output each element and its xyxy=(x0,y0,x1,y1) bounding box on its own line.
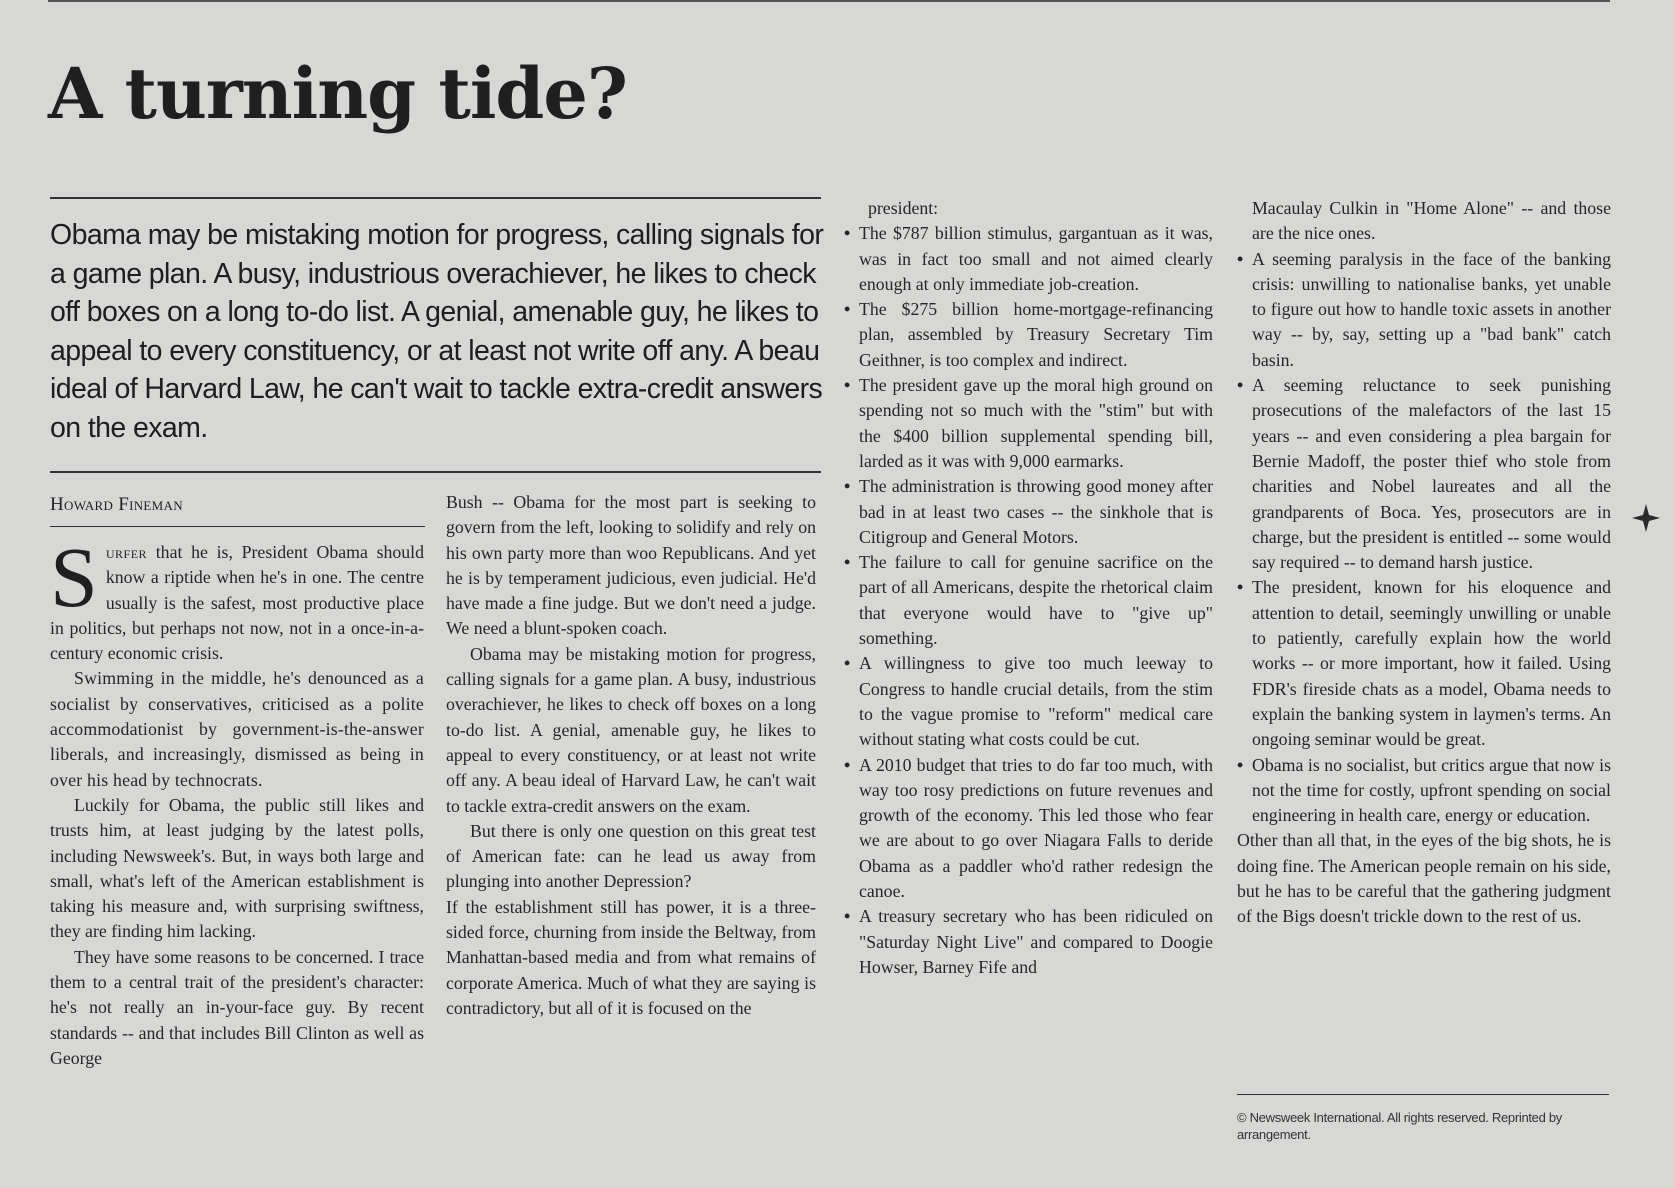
col1-paragraph-4: They have some reasons to be concerned. I trace them to a central trait of the president's character: he's not really an in-your-face guy. By recent standards -- and that includes Bill Clinton as well as George xyxy=(50,946,424,1068)
col4-closing: Other than all that, in the eyes of the big shots, he is doing fine. The American people remain on his side, but he has to be careful that the gathering judgment of the Bigs doesn't trickle down to the rest of us. xyxy=(1237,830,1611,927)
list-item: • Obama is no socialist, but critics argue that now is not the time for costly, upfront spending on social engineering in health care, energy or education. xyxy=(1237,753,1611,829)
deck: Obama may be mistaking motion for progress, calling signals for a game plan. A busy, industrious overachiever, he likes to check off boxes on a long to-do list. A genial, amenable guy, he likes to appeal to every constituency, or at least not write off any. A beau ideal of Harvard Law, he can't wait to tackle extra-credit answers on the exam. xyxy=(50,219,824,444)
column-2 xyxy=(446,490,816,1021)
star-ornament-icon xyxy=(1632,504,1660,532)
lead-in: urfer xyxy=(105,542,148,562)
col4-bullet-list xyxy=(1237,247,1611,829)
deck-top-rule xyxy=(50,197,821,199)
col2-paragraph-1: Bush -- Obama for the most part is seeking to govern from the left, looking to solidify and rely on his own party more than woo Republicans. And yet he is by temperament judicious, even judicial. He'd have made a fine judge. But we don't need a judge. We need a blunt-spoken coach. xyxy=(446,492,816,639)
top-rule xyxy=(48,0,1610,2)
column-1 xyxy=(50,529,424,1071)
col2-paragraph-4: If the establishment still has power, it is a three-sided force, churning from inside the Beltway, from Manhattan-based media and from what remains of corporate America. Much of what they are saying is contradictory, but all of it is focused on the xyxy=(446,896,816,1018)
drop-cap: S xyxy=(50,529,98,625)
list-item: • The president gave up the moral high ground on spending not so much with the "stim" but with the $400 billion supplemental spending bill, larded as it was with 9,000 earmarks. xyxy=(844,373,1213,474)
col2-paragraph-2: Obama may be mistaking motion for progress, calling signals for a game plan. A busy, industrious overachiever, he likes to check off boxes on a long to-do list. A genial, amenable guy, he likes to appeal to every constituency, or at least not write off any. A beau ideal of Harvard Law, he can't wait to tackle extra-credit answers on the exam. xyxy=(446,643,816,816)
list-item: • The president, known for his eloquence and attention to detail, seemingly unwilling or unable to patiently, carefully explain how the world works -- or more important, how it failed. Using FDR's fireside chats as a model, Obama needs to explain the banking system in laymen's terms. An ongoing seminar would be great. xyxy=(1237,575,1611,752)
list-item: • A seeming paralysis in the face of the banking crisis: unwilling to nationalise banks, yet unable to figure out how to handle toxic assets in another way -- by, say, setting up a "bad bank" catch basin. xyxy=(1237,247,1611,373)
list-item: • The failure to call for genuine sacrifice on the part of all Americans, despite the rhetorical claim that everyone would have to "give up" something. xyxy=(844,550,1213,651)
byline: Howard Fineman xyxy=(50,494,183,515)
col3-bullet-list xyxy=(844,221,1213,980)
column-4 xyxy=(1237,196,1611,930)
col1-paragraph-3: Luckily for Obama, the public still likes and trusts him, at least judging by the latest polls, including Newsweek's. But, in ways both large and small, what's left of the American establishment is taking his measure and, with surprising swiftness, they are finding him lacking. xyxy=(50,794,424,942)
column-3 xyxy=(844,196,1213,980)
list-item: • A treasury secretary who has been ridiculed on "Saturday Night Live" and compared to Doogie Howser, Barney Fife and xyxy=(844,904,1213,980)
headline: A turning tide? xyxy=(48,52,627,135)
list-item: • The $787 billion stimulus, gargantuan as it was, was in fact too small and not aimed clearly enough at only immediate job-creation. xyxy=(844,221,1213,297)
list-item: • The $275 billion home-mortgage-refinancing plan, assembled by Treasury Secretary Tim Geithner, is too complex and indirect. xyxy=(844,297,1213,373)
list-item: • A willingness to give too much leeway to Congress to handle crucial details, from the stim to the vague promise to "reform" medical care without stating what costs could be cut. xyxy=(844,651,1213,752)
list-item: • The administration is throwing good money after bad in at least two cases -- the sinkhole that is Citigroup and General Motors. xyxy=(844,474,1213,550)
col4-continuation: Macaulay Culkin in "Home Alone" -- and those are the nice ones. xyxy=(1252,198,1611,244)
byline-rule xyxy=(50,526,425,527)
copyright-notice: © Newsweek International. All rights reserved. Reprinted by arrangement. xyxy=(1237,1110,1562,1142)
list-item: • A 2010 budget that tries to do far too much, with way too rosy predictions on future revenues and growth of the economy. This led those who fear we are about to go over Niagara Falls to deride Obama as a paddler who'd rather redesign the canoe. xyxy=(844,753,1213,905)
deck-bottom-rule xyxy=(50,471,821,473)
list-item: • A seeming reluctance to seek punishing prosecutions of the malefactors of the last 15 years -- and even considering a plea bargain for Bernie Madoff, the poster thief who stole from charities and Nobel laureates and all the grandparents of Boca. Yes, prosecutors are in charge, but the president is entitled -- some would say required -- to demand harsh justice. xyxy=(1237,373,1611,575)
col3-intro: president: xyxy=(868,198,939,218)
col1-paragraph-2: Swimming in the middle, he's denounced as a socialist by conservatives, criticised as a polite accommodationist by government-is-the-answer liberals, and increasingly, dismissed as being in over his head by technocrats. xyxy=(50,668,424,790)
col1-paragraph-1 xyxy=(50,529,424,666)
col1-p1-text: that he is, President Obama should know a riptide when he's in one. The centre usually is the safest, most productive place in politics, but perhaps not now, not in a once-in-a-century economic crisis. xyxy=(50,542,424,664)
copyright-rule xyxy=(1237,1094,1609,1095)
col2-paragraph-3: But there is only one question on this great test of American fate: can he lead us away from plunging into another Depression? xyxy=(446,820,816,892)
